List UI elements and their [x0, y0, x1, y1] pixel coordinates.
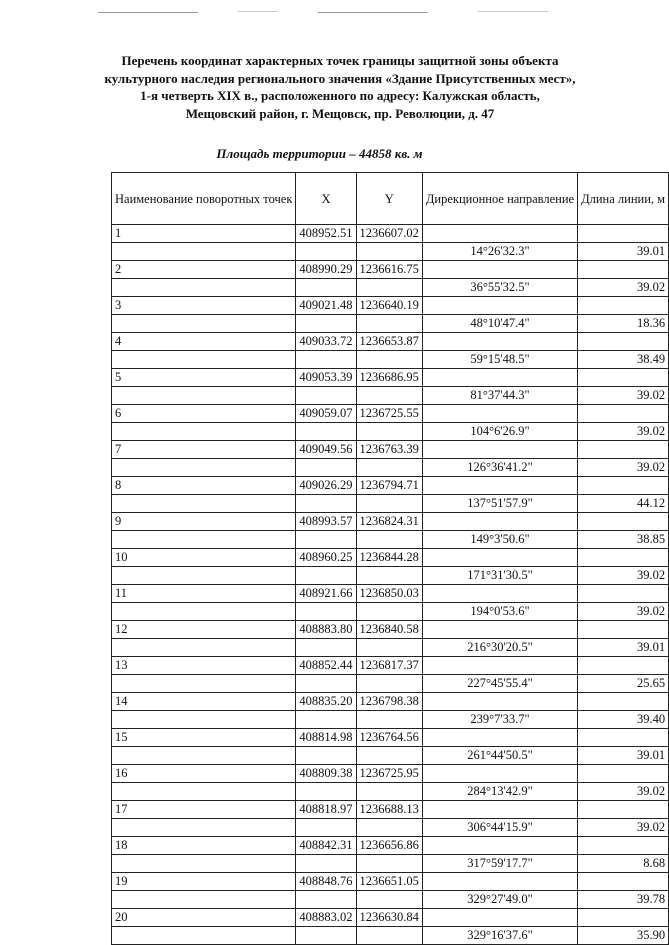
length-cell: 39.02 — [578, 603, 669, 621]
scan-artifact-line — [238, 11, 278, 12]
x-cell: 409026.29 — [296, 477, 356, 495]
y-cell: 1236840.58 — [356, 621, 422, 639]
empty-cell — [422, 621, 577, 639]
length-cell: 39.02 — [578, 423, 669, 441]
scan-artifact-line — [318, 12, 428, 13]
segment-row — [112, 567, 669, 585]
empty-cell — [296, 459, 356, 477]
segment-row — [112, 279, 669, 297]
x-cell: 408809.38 — [296, 765, 356, 783]
point-name-cell: 11 — [112, 585, 296, 603]
point-row — [112, 657, 669, 675]
y-cell: 1236764.56 — [356, 729, 422, 747]
x-cell: 408848.76 — [296, 873, 356, 891]
y-cell: 1236653.87 — [356, 333, 422, 351]
point-row — [112, 909, 669, 927]
empty-cell — [422, 873, 577, 891]
y-cell: 1236798.38 — [356, 693, 422, 711]
empty-cell — [578, 549, 669, 567]
empty-cell — [578, 909, 669, 927]
empty-cell — [112, 243, 296, 261]
point-row — [112, 369, 669, 387]
point-row — [112, 297, 669, 315]
title-line: 1-я четверть XIX в., расположенного по адресу: Калужская область, — [140, 88, 540, 103]
length-cell: 38.85 — [578, 531, 669, 549]
empty-cell — [112, 891, 296, 909]
x-cell: 409049.56 — [296, 441, 356, 459]
direction-cell: 36°55'32.5" — [422, 279, 577, 297]
length-cell: 39.40 — [578, 711, 669, 729]
table-header-row — [112, 173, 669, 225]
empty-cell — [422, 729, 577, 747]
empty-cell — [296, 351, 356, 369]
direction-cell: 194°0'53.6" — [422, 603, 577, 621]
length-cell: 39.78 — [578, 891, 669, 909]
empty-cell — [112, 279, 296, 297]
point-name-cell: 6 — [112, 405, 296, 423]
length-cell: 39.02 — [578, 819, 669, 837]
empty-cell — [112, 783, 296, 801]
empty-cell — [356, 567, 422, 585]
segment-row — [112, 711, 669, 729]
segment-row — [112, 783, 669, 801]
title-line: культурного наследия регионального значения «Здание Присутственных мест», — [104, 70, 576, 86]
empty-cell — [578, 513, 669, 531]
point-row — [112, 621, 669, 639]
empty-cell — [296, 279, 356, 297]
empty-cell — [296, 315, 356, 333]
empty-cell — [296, 603, 356, 621]
empty-cell — [296, 675, 356, 693]
empty-cell — [578, 225, 669, 243]
header-point-name: Наименование поворотных точек — [112, 173, 296, 225]
empty-cell — [422, 477, 577, 495]
empty-cell — [356, 531, 422, 549]
direction-cell: 137°51'57.9" — [422, 495, 577, 513]
length-cell: 39.02 — [578, 459, 669, 477]
empty-cell — [422, 297, 577, 315]
length-cell: 18.36 — [578, 315, 669, 333]
x-cell: 408883.02 — [296, 909, 356, 927]
direction-cell: 216°30'20.5" — [422, 639, 577, 657]
length-cell: 39.01 — [578, 243, 669, 261]
x-cell: 408952.51 — [296, 225, 356, 243]
empty-cell — [422, 513, 577, 531]
point-row — [112, 513, 669, 531]
empty-cell — [578, 441, 669, 459]
header-x: X — [296, 173, 356, 225]
point-name-cell: 3 — [112, 297, 296, 315]
length-cell: 39.01 — [578, 747, 669, 765]
x-cell: 409053.39 — [296, 369, 356, 387]
empty-cell — [422, 585, 577, 603]
x-cell: 408852.44 — [296, 657, 356, 675]
direction-cell: 306°44'15.9" — [422, 819, 577, 837]
empty-cell — [112, 927, 296, 945]
point-name-cell: 18 — [112, 837, 296, 855]
point-row — [112, 873, 669, 891]
segment-row — [112, 855, 669, 873]
y-cell: 1236817.37 — [356, 657, 422, 675]
table-body — [112, 225, 669, 945]
empty-cell — [296, 387, 356, 405]
direction-cell: 59°15'48.5" — [422, 351, 577, 369]
empty-cell — [356, 387, 422, 405]
point-row — [112, 549, 669, 567]
x-cell: 408835.20 — [296, 693, 356, 711]
x-cell: 408990.29 — [296, 261, 356, 279]
point-row — [112, 801, 669, 819]
empty-cell — [112, 567, 296, 585]
empty-cell — [296, 783, 356, 801]
empty-cell — [422, 765, 577, 783]
empty-cell — [112, 531, 296, 549]
empty-cell — [356, 819, 422, 837]
scan-artifact-line — [478, 11, 548, 12]
point-name-cell: 5 — [112, 369, 296, 387]
y-cell: 1236616.75 — [356, 261, 422, 279]
empty-cell — [296, 639, 356, 657]
empty-cell — [356, 351, 422, 369]
x-cell: 409033.72 — [296, 333, 356, 351]
point-row — [112, 405, 669, 423]
y-cell: 1236640.19 — [356, 297, 422, 315]
segment-row — [112, 423, 669, 441]
point-row — [112, 225, 669, 243]
direction-cell: 284°13'42.9" — [422, 783, 577, 801]
empty-cell — [296, 891, 356, 909]
point-row — [112, 333, 669, 351]
empty-cell — [296, 243, 356, 261]
empty-cell — [112, 495, 296, 513]
empty-cell — [356, 423, 422, 441]
segment-row — [112, 531, 669, 549]
point-row — [112, 837, 669, 855]
x-cell: 408921.66 — [296, 585, 356, 603]
point-row — [112, 585, 669, 603]
point-name-cell: 19 — [112, 873, 296, 891]
empty-cell — [112, 675, 296, 693]
segment-row — [112, 315, 669, 333]
segment-row — [112, 891, 669, 909]
direction-cell: 329°27'49.0" — [422, 891, 577, 909]
x-cell: 408883.80 — [296, 621, 356, 639]
scan-artifact-line — [98, 12, 198, 13]
length-cell: 39.01 — [578, 639, 669, 657]
y-cell: 1236794.71 — [356, 477, 422, 495]
empty-cell — [578, 405, 669, 423]
direction-cell: 126°36'41.2" — [422, 459, 577, 477]
direction-cell: 104°6'26.9" — [422, 423, 577, 441]
y-cell: 1236844.28 — [356, 549, 422, 567]
direction-cell: 329°16'37.6" — [422, 927, 577, 945]
empty-cell — [578, 369, 669, 387]
empty-cell — [112, 819, 296, 837]
point-name-cell: 17 — [112, 801, 296, 819]
segment-row — [112, 927, 669, 945]
empty-cell — [578, 765, 669, 783]
header-direction: Дирекционное направление — [422, 173, 577, 225]
y-cell: 1236651.05 — [356, 873, 422, 891]
empty-cell — [422, 837, 577, 855]
direction-cell: 14°26'32.3" — [422, 243, 577, 261]
point-row — [112, 765, 669, 783]
point-name-cell: 14 — [112, 693, 296, 711]
x-cell: 408818.97 — [296, 801, 356, 819]
empty-cell — [112, 315, 296, 333]
empty-cell — [578, 621, 669, 639]
segment-row — [112, 387, 669, 405]
empty-cell — [422, 549, 577, 567]
empty-cell — [356, 783, 422, 801]
empty-cell — [422, 333, 577, 351]
empty-cell — [578, 801, 669, 819]
empty-cell — [112, 711, 296, 729]
title-line: Мещовский район, г. Мещовск, пр. Революции, д. 47 — [185, 105, 495, 121]
length-cell: 39.02 — [578, 387, 669, 405]
empty-cell — [296, 423, 356, 441]
x-cell: 408842.31 — [296, 837, 356, 855]
empty-cell — [356, 711, 422, 729]
point-name-cell: 9 — [112, 513, 296, 531]
point-row — [112, 441, 669, 459]
empty-cell — [296, 495, 356, 513]
empty-cell — [422, 261, 577, 279]
empty-cell — [112, 459, 296, 477]
empty-cell — [422, 657, 577, 675]
direction-cell: 239°7'33.7" — [422, 711, 577, 729]
x-cell: 408814.98 — [296, 729, 356, 747]
x-cell: 409021.48 — [296, 297, 356, 315]
segment-row — [112, 459, 669, 477]
empty-cell — [356, 459, 422, 477]
segment-row — [112, 243, 669, 261]
coordinates-table — [111, 172, 669, 945]
x-cell: 408993.57 — [296, 513, 356, 531]
empty-cell — [578, 729, 669, 747]
empty-cell — [356, 927, 422, 945]
empty-cell — [112, 603, 296, 621]
point-name-cell: 20 — [112, 909, 296, 927]
empty-cell — [356, 495, 422, 513]
y-cell: 1236763.39 — [356, 441, 422, 459]
y-cell: 1236850.03 — [356, 585, 422, 603]
y-cell: 1236725.55 — [356, 405, 422, 423]
empty-cell — [356, 855, 422, 873]
empty-cell — [578, 261, 669, 279]
empty-cell — [112, 423, 296, 441]
point-name-cell: 10 — [112, 549, 296, 567]
segment-row — [112, 351, 669, 369]
direction-cell: 317°59'17.7" — [422, 855, 577, 873]
y-cell: 1236725.95 — [356, 765, 422, 783]
empty-cell — [578, 477, 669, 495]
point-row — [112, 261, 669, 279]
empty-cell — [296, 819, 356, 837]
empty-cell — [112, 855, 296, 873]
empty-cell — [112, 387, 296, 405]
empty-cell — [422, 909, 577, 927]
empty-cell — [356, 603, 422, 621]
empty-cell — [296, 711, 356, 729]
y-cell: 1236607.02 — [356, 225, 422, 243]
empty-cell — [422, 801, 577, 819]
direction-cell: 149°3'50.6" — [422, 531, 577, 549]
length-cell: 44.12 — [578, 495, 669, 513]
point-name-cell: 2 — [112, 261, 296, 279]
empty-cell — [112, 351, 296, 369]
x-cell: 409059.07 — [296, 405, 356, 423]
point-row — [112, 477, 669, 495]
empty-cell — [356, 639, 422, 657]
point-row — [112, 729, 669, 747]
empty-cell — [112, 639, 296, 657]
empty-cell — [296, 567, 356, 585]
y-cell: 1236656.86 — [356, 837, 422, 855]
empty-cell — [422, 369, 577, 387]
length-cell: 39.02 — [578, 279, 669, 297]
segment-row — [112, 639, 669, 657]
point-name-cell: 8 — [112, 477, 296, 495]
segment-row — [112, 819, 669, 837]
empty-cell — [356, 675, 422, 693]
point-row — [112, 693, 669, 711]
empty-cell — [296, 855, 356, 873]
header-y: Y — [356, 173, 422, 225]
direction-cell: 171°31'30.5" — [422, 567, 577, 585]
area-caption: Площадь территории – 44858 кв. м — [216, 146, 423, 161]
segment-row — [112, 675, 669, 693]
empty-cell — [578, 297, 669, 315]
length-cell: 39.02 — [578, 783, 669, 801]
empty-cell — [578, 873, 669, 891]
segment-row — [112, 747, 669, 765]
direction-cell: 227°45'55.4" — [422, 675, 577, 693]
point-name-cell: 7 — [112, 441, 296, 459]
empty-cell — [578, 333, 669, 351]
empty-cell — [296, 531, 356, 549]
header-length: Длина линии, м — [578, 173, 669, 225]
empty-cell — [578, 657, 669, 675]
empty-cell — [422, 441, 577, 459]
y-cell: 1236824.31 — [356, 513, 422, 531]
empty-cell — [356, 315, 422, 333]
empty-cell — [296, 927, 356, 945]
y-cell: 1236630.84 — [356, 909, 422, 927]
empty-cell — [578, 837, 669, 855]
point-name-cell: 1 — [112, 225, 296, 243]
empty-cell — [296, 747, 356, 765]
y-cell: 1236688.13 — [356, 801, 422, 819]
point-name-cell: 13 — [112, 657, 296, 675]
length-cell: 35.90 — [578, 927, 669, 945]
title-line: Перечень координат характерных точек границы защитной зоны объекта — [121, 53, 559, 68]
point-name-cell: 15 — [112, 729, 296, 747]
x-cell: 408960.25 — [296, 549, 356, 567]
empty-cell — [578, 585, 669, 603]
length-cell: 25.65 — [578, 675, 669, 693]
direction-cell: 81°37'44.3" — [422, 387, 577, 405]
empty-cell — [112, 747, 296, 765]
empty-cell — [356, 747, 422, 765]
length-cell: 8.68 — [578, 855, 669, 873]
empty-cell — [578, 693, 669, 711]
point-name-cell: 12 — [112, 621, 296, 639]
point-name-cell: 16 — [112, 765, 296, 783]
direction-cell: 48°10'47.4" — [422, 315, 577, 333]
empty-cell — [422, 405, 577, 423]
segment-row — [112, 495, 669, 513]
length-cell: 38.49 — [578, 351, 669, 369]
length-cell: 39.02 — [578, 567, 669, 585]
y-cell: 1236686.95 — [356, 369, 422, 387]
document-title — [60, 52, 620, 122]
empty-cell — [356, 891, 422, 909]
point-name-cell: 4 — [112, 333, 296, 351]
empty-cell — [356, 243, 422, 261]
empty-cell — [356, 279, 422, 297]
empty-cell — [422, 225, 577, 243]
direction-cell: 261°44'50.5" — [422, 747, 577, 765]
segment-row — [112, 603, 669, 621]
empty-cell — [422, 693, 577, 711]
